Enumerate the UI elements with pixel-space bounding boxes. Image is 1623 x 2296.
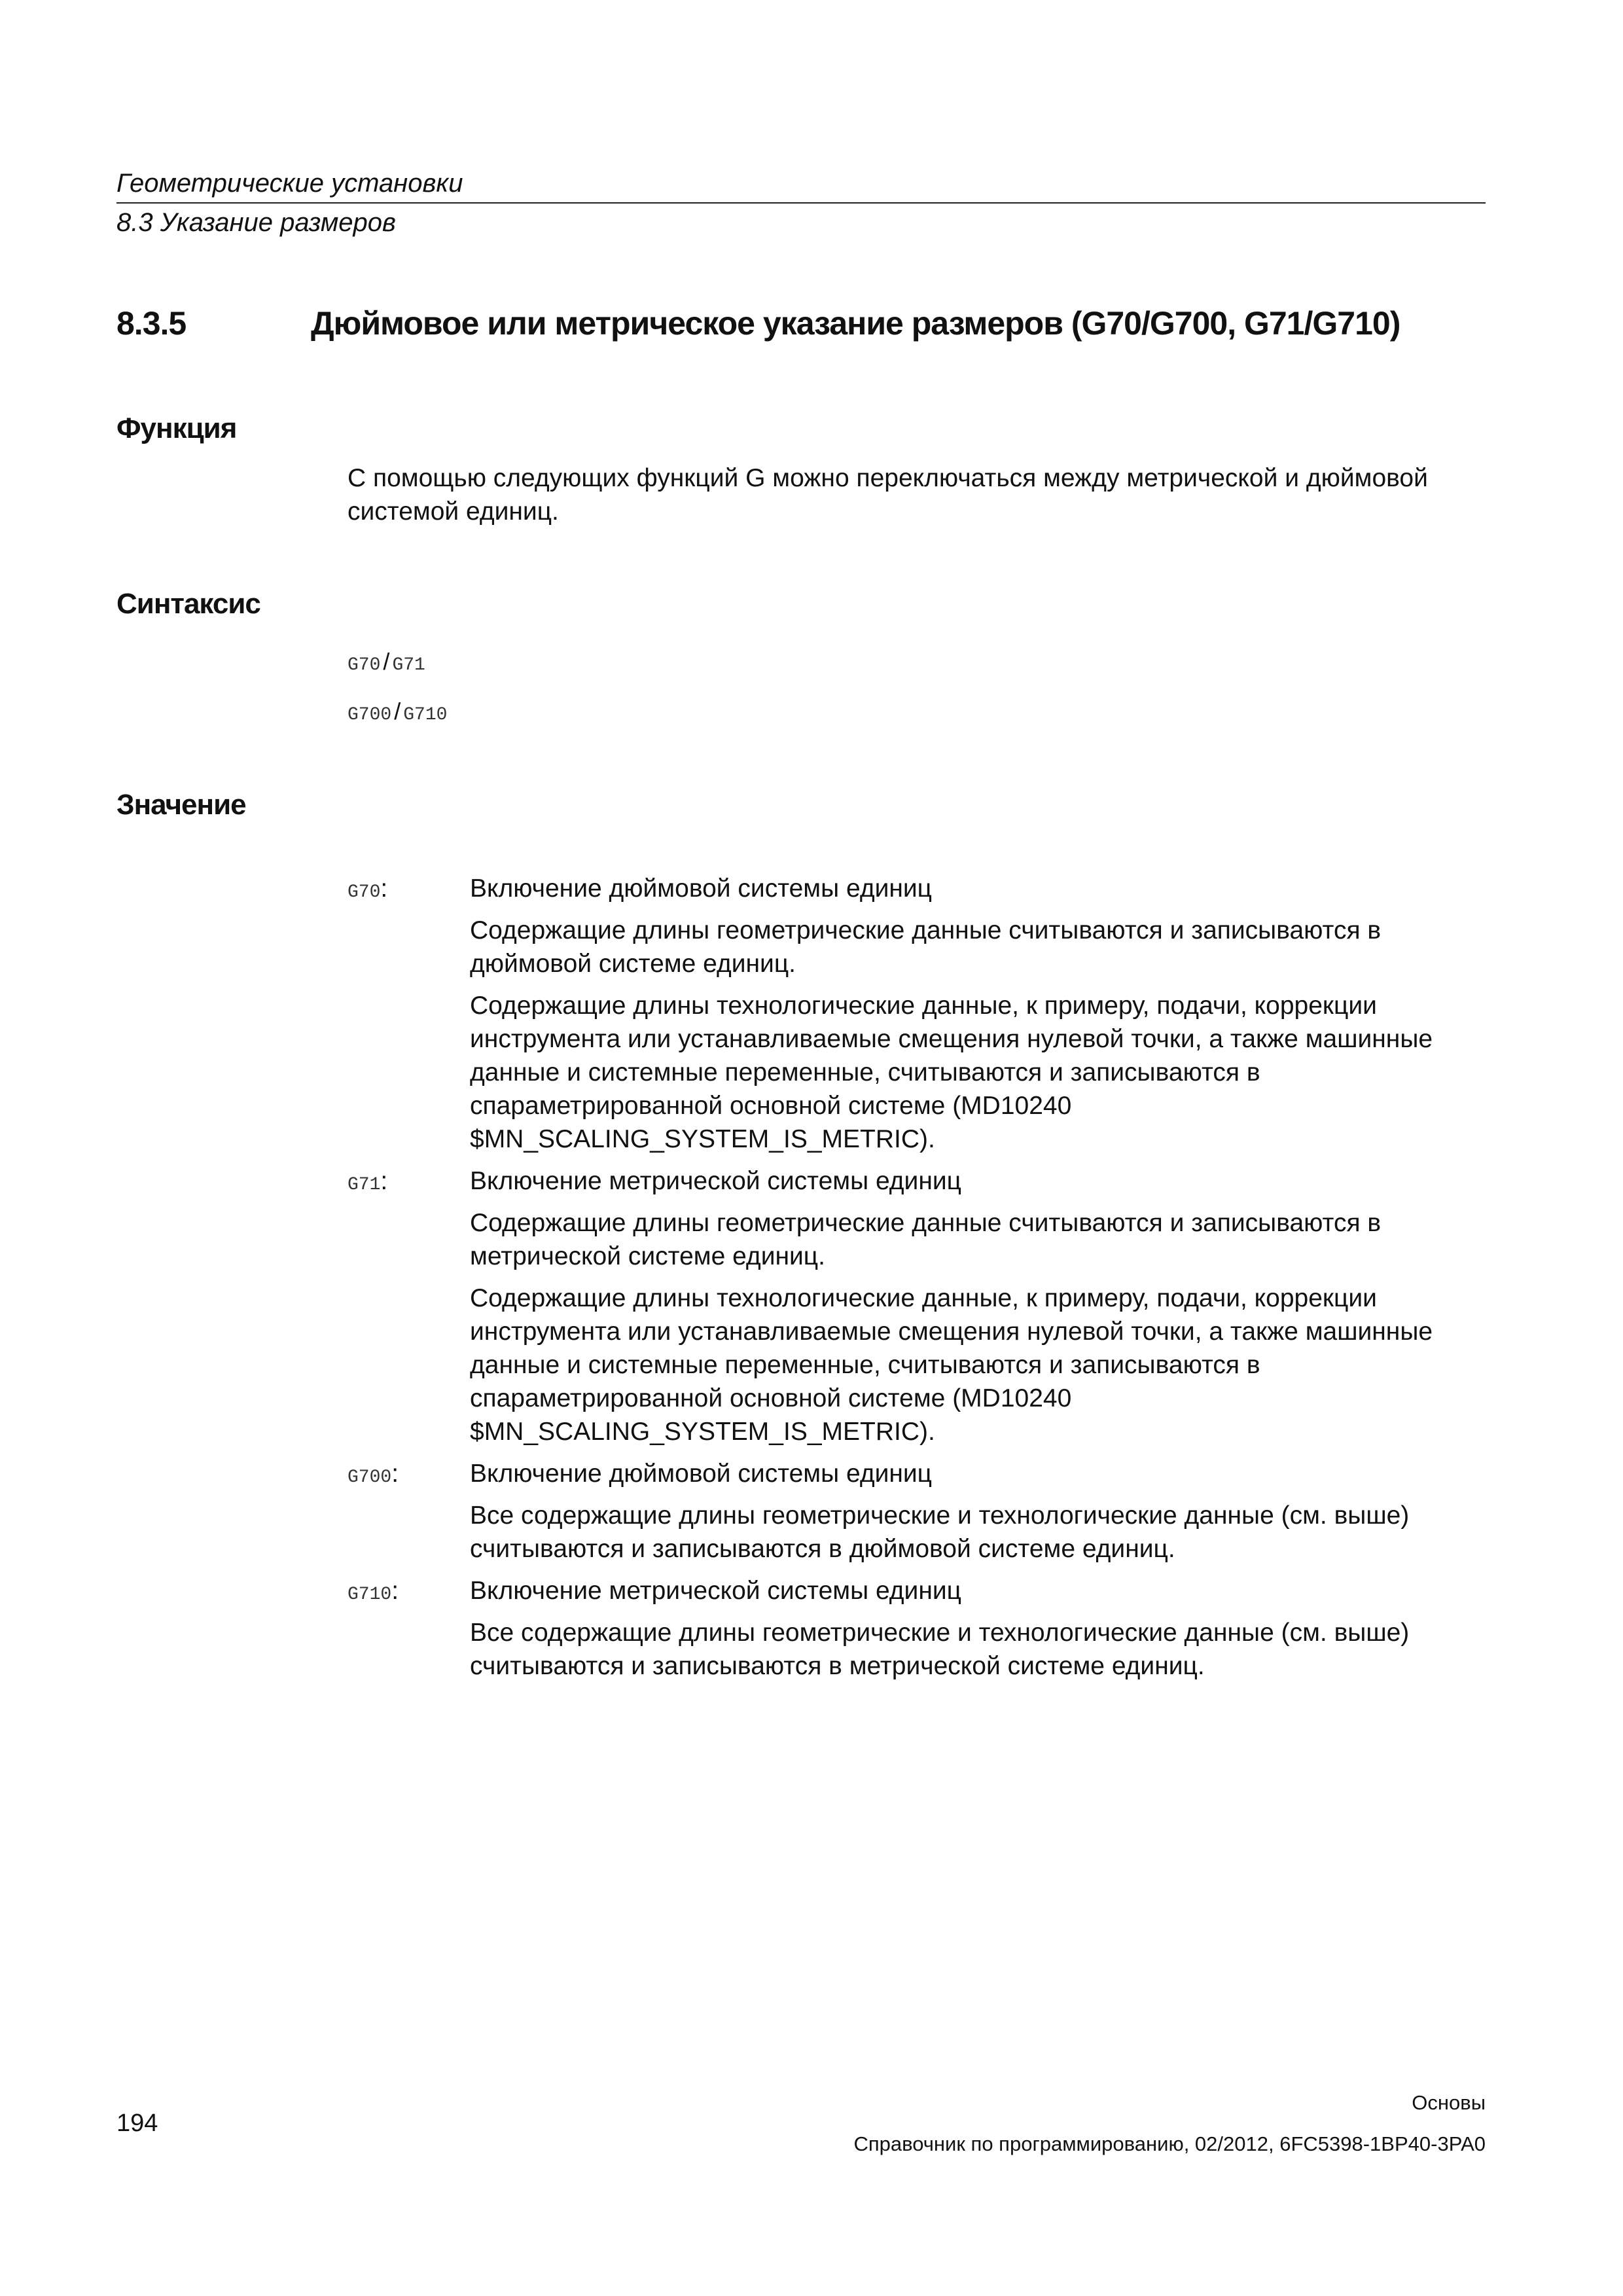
meaning-paragraph: Содержащие длины технологические данные, к примеру, подачи, коррекции инструмента или устанавливаемые смещения нулевой точки, а также машинные данные и системные переменные, считываются и записываются в спараметрированной основной системе (MD10240 $MN_SCALING_SYSTEM_IS_METRIC).	[470, 992, 1433, 1153]
running-header	[116, 164, 1486, 242]
meaning-code	[348, 1457, 470, 1574]
meaning-code-colon: :	[391, 1577, 399, 1605]
syntax-code: G710	[403, 705, 448, 725]
meaning-code-name: G700	[348, 1467, 392, 1488]
section-number: 8.3.5	[116, 305, 187, 342]
meaning-title: Включение метрической системы единиц	[470, 1577, 961, 1605]
syntax-line	[348, 648, 425, 675]
syntax-separator: /	[394, 698, 401, 725]
meaning-body	[470, 1574, 1486, 1691]
meaning-heading: Значение	[116, 789, 246, 821]
meaning-code-name: G70	[348, 882, 381, 903]
meaning-paragraph: Все содержащие длины геометрические и технологические данные (см. выше) считываются и записываются в дюймовой системе единиц.	[470, 1501, 1410, 1563]
syntax-line	[348, 698, 447, 725]
meaning-title: Включение метрической системы единиц	[470, 1167, 961, 1195]
meaning-paragraph: Содержащие длины технологические данные, к примеру, подачи, коррекции инструмента или устанавливаемые смещения нулевой точки, а также машинные данные и системные переменные, считываются и записываются в спараметрированной основной системе (MD10240 $MN_SCALING_SYSTEM_IS_METRIC).	[470, 1284, 1433, 1446]
meaning-code-name: G71	[348, 1175, 381, 1195]
meaning-code-colon: :	[380, 874, 388, 903]
meaning-paragraph: Все содержащие длины геометрические и технологические данные (см. выше) считываются и записываются в метрической системе единиц.	[470, 1619, 1410, 1680]
header-chapter: Геометрические установки	[116, 169, 463, 198]
syntax-code: G70	[348, 655, 381, 675]
meaning-entry	[348, 1457, 1486, 1574]
meaning-code-name: G710	[348, 1585, 392, 1605]
meaning-list	[348, 872, 1486, 1691]
meaning-entry	[348, 1164, 1486, 1457]
page-number: 194	[116, 2109, 158, 2137]
header-section: 8.3 Указание размеров	[116, 208, 396, 237]
meaning-paragraph: Содержащие длины геометрические данные считываются и записываются в дюймовой системе единиц.	[470, 916, 1382, 978]
meaning-body	[470, 1457, 1486, 1574]
meaning-code-colon: :	[391, 1460, 399, 1488]
footer-reference: Справочник по программированию, 02/2012, 6FC5398-1BP40-3PA0	[853, 2132, 1486, 2155]
syntax-code: G71	[392, 655, 425, 675]
meaning-code	[348, 1574, 470, 1691]
meaning-code-colon: :	[380, 1167, 388, 1195]
meaning-entry	[348, 1574, 1486, 1691]
meaning-entry	[348, 872, 1486, 1164]
meaning-code	[348, 872, 470, 1164]
meaning-body	[470, 1164, 1486, 1457]
syntax-separator: /	[383, 648, 390, 675]
meaning-paragraph: Содержащие длины геометрические данные считываются и записываются в метрической системе единиц.	[470, 1209, 1382, 1270]
meaning-title: Включение дюймовой системы единиц	[470, 1460, 933, 1488]
footer-book: Основы	[1412, 2091, 1486, 2114]
header-rule	[116, 202, 1486, 204]
syntax-code: G700	[348, 705, 392, 725]
meaning-code	[348, 1164, 470, 1457]
meaning-body	[470, 872, 1486, 1164]
section-title: Дюймовое или метрическое указание размеров (G70/G700, G71/G710)	[311, 305, 1400, 342]
function-text: С помощью следующих функций G можно переключаться между метрической и дюймовой системой единиц.	[348, 464, 1428, 526]
function-heading: Функция	[116, 412, 237, 444]
syntax-heading: Синтаксис	[116, 588, 260, 620]
meaning-title: Включение дюймовой системы единиц	[470, 874, 933, 903]
